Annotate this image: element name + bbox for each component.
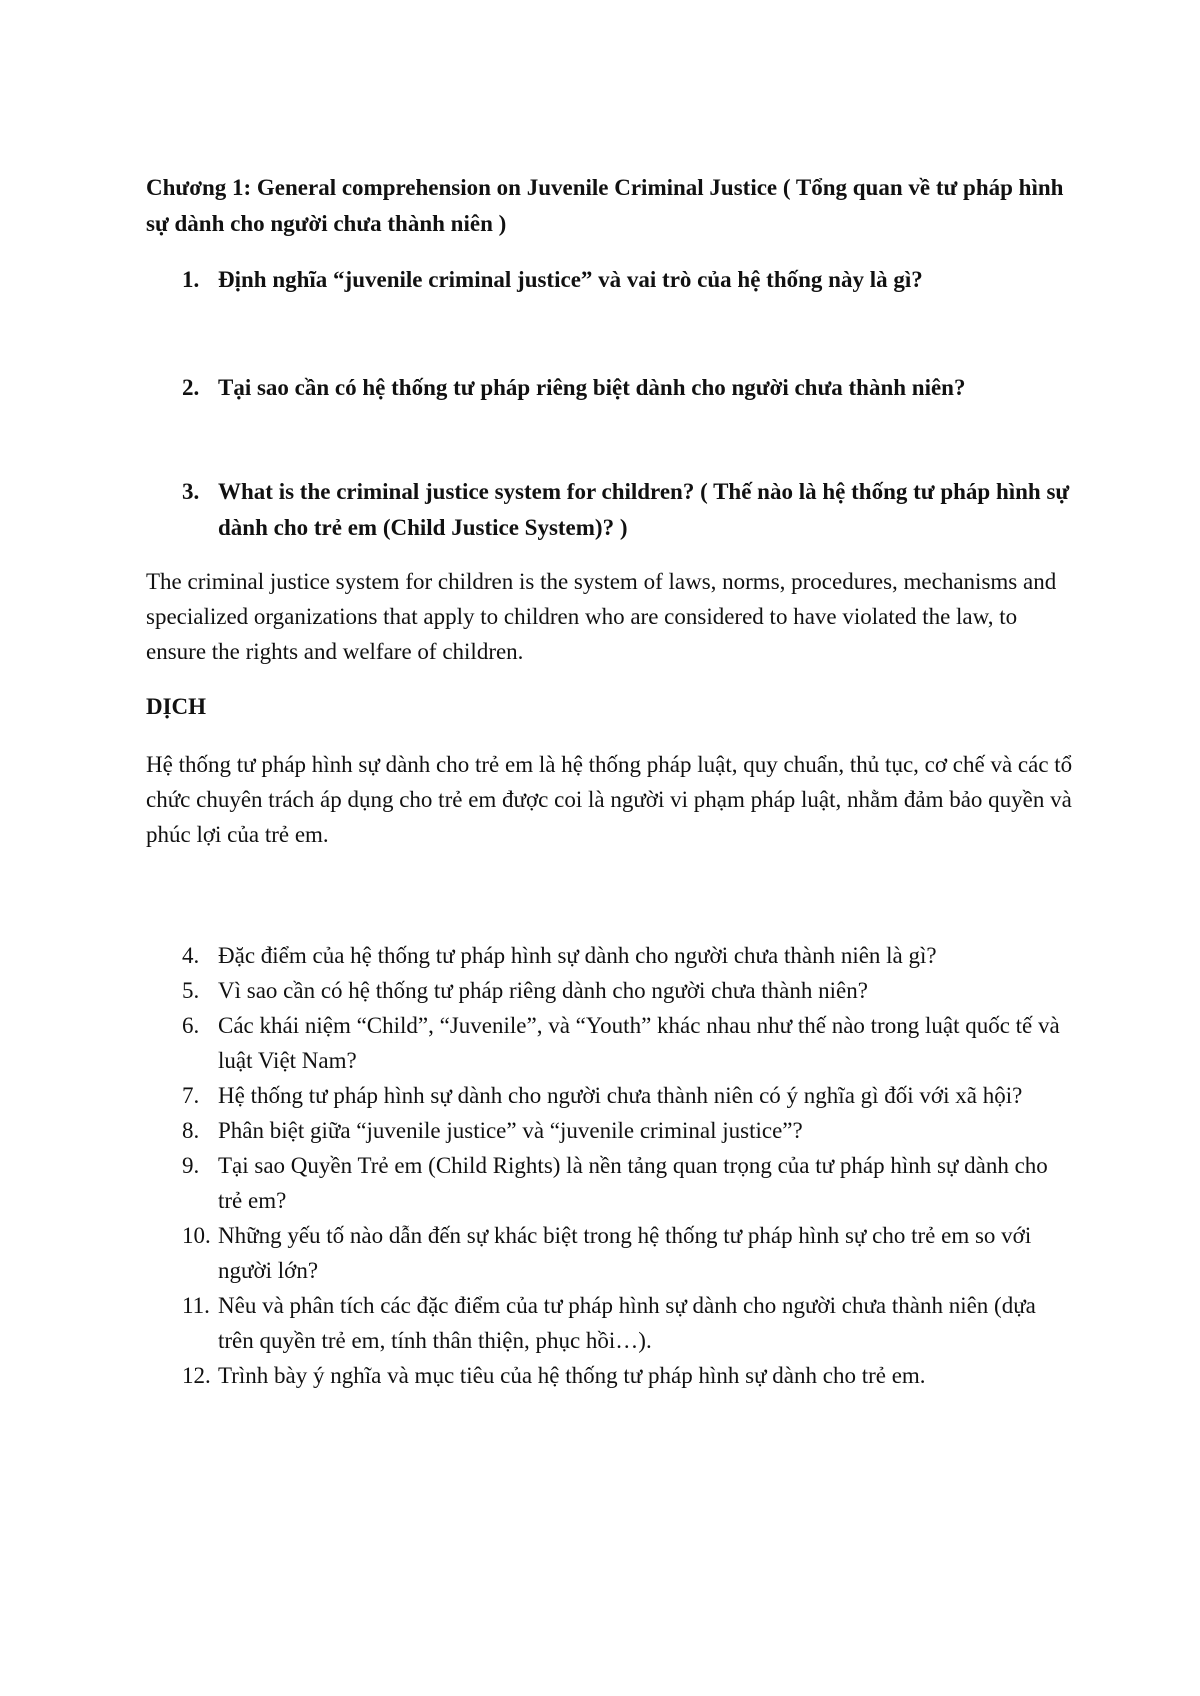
list-item: [146, 938, 1076, 973]
question-number: 12.: [182, 1363, 211, 1388]
list-item: [146, 1113, 1076, 1148]
chapter-heading: Chương 1: General comprehension on Juvenile Criminal Justice ( Tổng quan về tư pháp hình sự dành cho người chưa thành niên ): [146, 175, 1064, 236]
list-item: [146, 973, 1076, 1008]
question-text: Tại sao Quyền Trẻ em (Child Rights) là nền tảng quan trọng của tư pháp hình sự dành cho trẻ em?: [218, 1153, 1048, 1213]
translation-label: DỊCH: [146, 694, 207, 719]
question-text: Vì sao cần có hệ thống tư pháp riêng dành cho người chưa thành niên?: [218, 978, 868, 1003]
list-item: [146, 1288, 1076, 1358]
list-item: [146, 1078, 1076, 1113]
question-list: [146, 938, 1076, 1393]
bold-question-1: [146, 262, 1076, 298]
bold-question-2: [146, 370, 1076, 406]
question-number: 11.: [182, 1293, 210, 1318]
question-number: 7.: [182, 1083, 200, 1108]
question-text: Những yếu tố nào dẫn đến sự khác biệt trong hệ thống tư pháp hình sự cho trẻ em so với người lớn?: [218, 1223, 1032, 1283]
document-page: [146, 170, 1076, 1393]
question-number: 10.: [182, 1223, 211, 1248]
question-number: 2.: [182, 375, 200, 400]
question-number: 9.: [182, 1153, 200, 1178]
question-number: 8.: [182, 1118, 200, 1143]
list-item: [146, 1148, 1076, 1218]
question-text: Các khái niệm “Child”, “Juvenile”, và “Youth” khác nhau như thế nào trong luật quốc tế và luật Việt Nam?: [218, 1013, 1060, 1073]
question-text: Đặc điểm của hệ thống tư pháp hình sự dành cho người chưa thành niên là gì?: [218, 943, 937, 968]
list-item: [146, 1358, 1076, 1393]
list-item: [146, 1008, 1076, 1078]
question-text: Hệ thống tư pháp hình sự dành cho người chưa thành niên có ý nghĩa gì đối với xã hội?: [218, 1083, 1023, 1108]
answer-vietnamese: Hệ thống tư pháp hình sự dành cho trẻ em là hệ thống pháp luật, quy chuẩn, thủ tục, cơ chế và các tổ chức chuyên trách áp dụng cho trẻ em được coi là người vi phạm pháp luật, nhằm đảm bảo quyền và phúc lợi của trẻ em.: [146, 752, 1073, 847]
list-item: [146, 1218, 1076, 1288]
question-number: 4.: [182, 943, 200, 968]
question-text: Phân biệt giữa “juvenile justice” và “juvenile criminal justice”?: [218, 1118, 803, 1143]
answer-english: The criminal justice system for children is the system of laws, norms, procedures, mechanisms and specialized organizations that apply to children who are considered to have violated the law, to ensure the rights and welfare of children.: [146, 569, 1057, 664]
question-text: Trình bày ý nghĩa và mục tiêu của hệ thống tư pháp hình sự dành cho trẻ em.: [218, 1363, 926, 1388]
question-number: 1.: [182, 267, 200, 292]
question-text: What is the criminal justice system for children? ( Thế nào là hệ thống tư pháp hình sự dành cho trẻ em (Child Justice System)? ): [218, 479, 1070, 540]
question-text: Định nghĩa “juvenile criminal justice” và vai trò của hệ thống này là gì?: [218, 267, 923, 292]
question-number: 6.: [182, 1013, 200, 1038]
question-number: 3.: [182, 479, 200, 504]
bold-question-3: [146, 474, 1076, 546]
question-text: Tại sao cần có hệ thống tư pháp riêng biệt dành cho người chưa thành niên?: [218, 375, 966, 400]
question-text: Nêu và phân tích các đặc điểm của tư pháp hình sự dành cho người chưa thành niên (dựa trên quyền trẻ em, tính thân thiện, phục hồi…).: [218, 1293, 1036, 1353]
question-number: 5.: [182, 978, 200, 1003]
